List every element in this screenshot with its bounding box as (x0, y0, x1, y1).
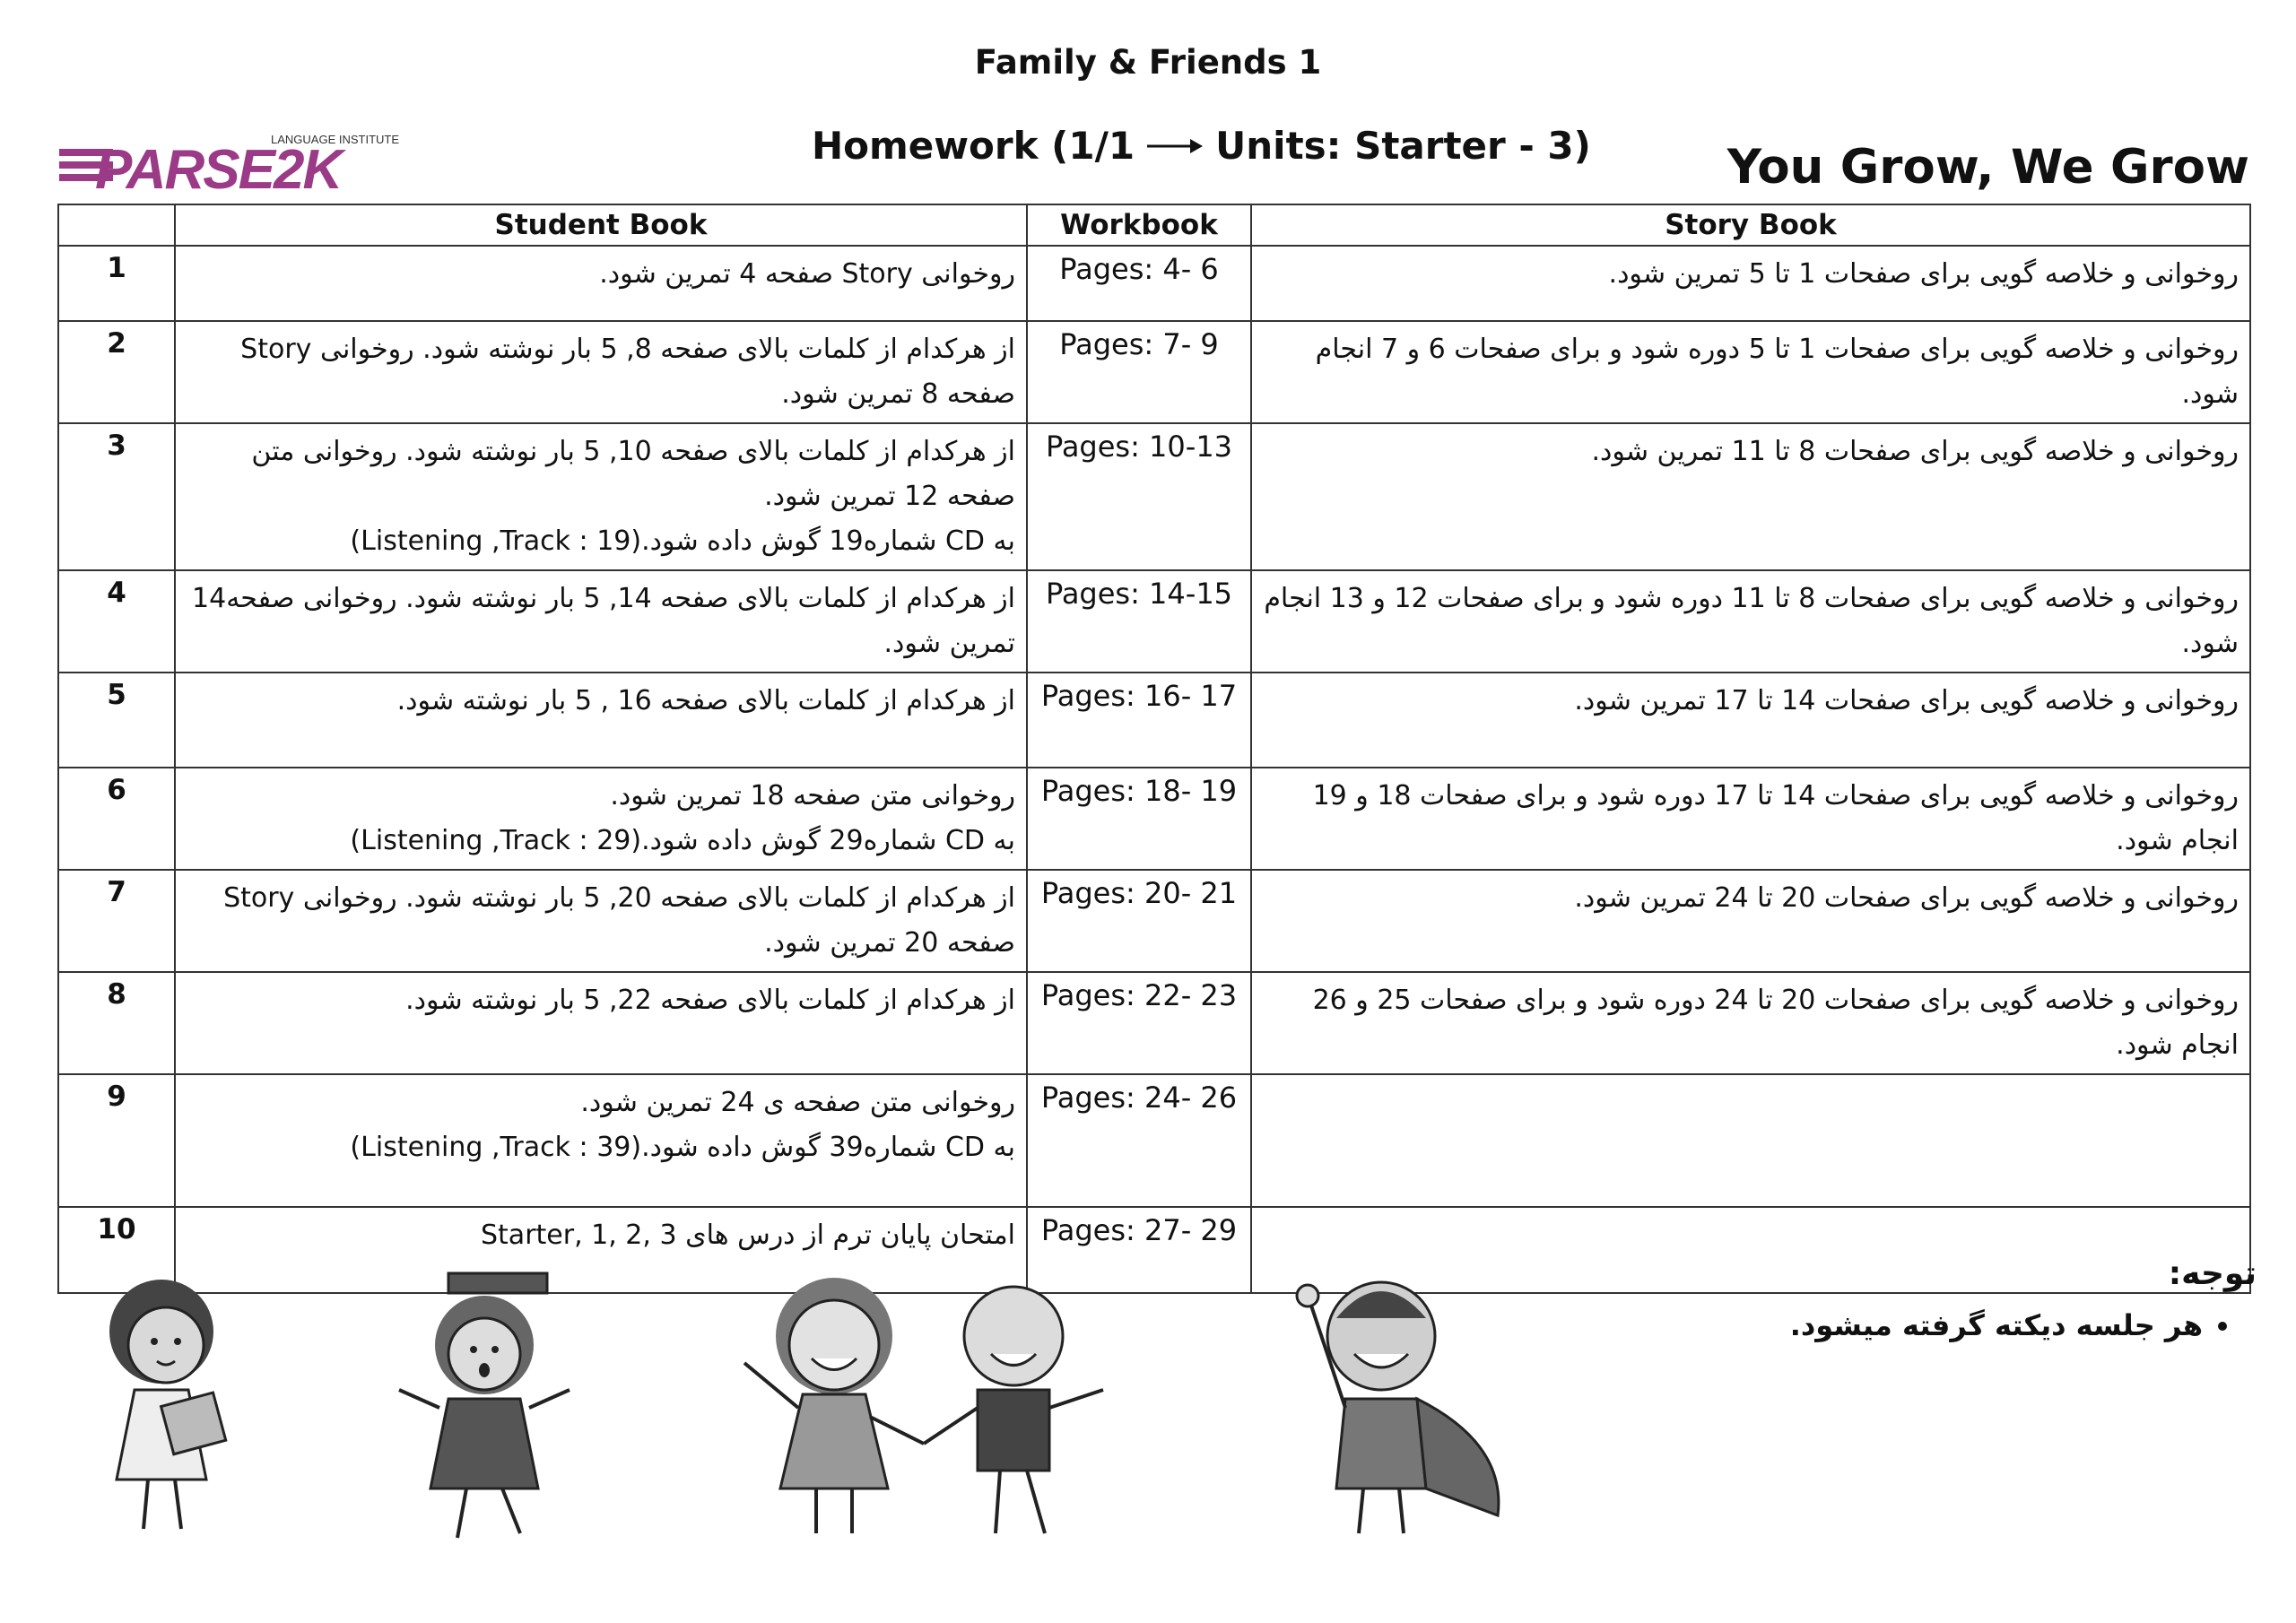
student-book-line: روخوانی متن صفحه ی 24 تمرین شود. (580, 1087, 1015, 1118)
student-book-line: از هرکدام از کلمات بالای صفحه 10, 5 بار نوشته شود. روخوانی متن صفحه 12 تمرین شود. (251, 436, 1015, 512)
header-story-book: Story Book (1251, 204, 2250, 246)
story-book-cell: روخوانی و خلاصه گویی برای صفحات 14 تا 17 تمرین شود. (1251, 673, 2250, 768)
header-workbook: Workbook (1027, 204, 1251, 246)
note-title: توجه: (2168, 1255, 2257, 1292)
student-book-cell (175, 570, 1027, 673)
row-number: 9 (58, 1074, 175, 1207)
workbook-pages: Pages: 27- 29 (1027, 1207, 1251, 1293)
student-book-cell (175, 423, 1027, 570)
row-number: 5 (58, 673, 175, 768)
student-book-line: از هرکدام از کلمات بالای صفحه 16 , 5 بار نوشته شود. (396, 685, 1015, 716)
table-row (58, 972, 2250, 1074)
story-book-cell: روخوانی و خلاصه گویی برای صفحات 1 تا 5 دوره شود و برای صفحات 6 و 7 انجام شود. (1251, 321, 2250, 423)
table-row (58, 321, 2250, 423)
row-number: 4 (58, 570, 175, 673)
student-book-cell (175, 673, 1027, 768)
note-item: • هر جلسه دیکته گرفته میشود. (1790, 1308, 2203, 1342)
workbook-pages: Pages: 10-13 (1027, 423, 1251, 570)
story-book-cell: روخوانی و خلاصه گویی برای صفحات 20 تا 24 تمرین شود. (1251, 870, 2250, 972)
story-book-cell: روخوانی و خلاصه گویی برای صفحات 14 تا 17 دوره شود و برای صفحات 18 و 19 انجام شود. (1251, 768, 2250, 870)
row-number: 3 (58, 423, 175, 570)
student-book-cell (175, 972, 1027, 1074)
student-book-line: روخوانی Story صفحه 4 تمرین شود. (599, 258, 1015, 290)
student-book-line: امتحان پایان ترم از درس های Starter, 1, 2, 3 (481, 1219, 1015, 1251)
student-book-line: از هرکدام از کلمات بالای صفحه 22, 5 بار نوشته شود. (405, 985, 1015, 1016)
student-book-line: به CD شماره19 گوش داده شود.(Listening ,Track : 19) (350, 525, 1015, 557)
table-row (58, 246, 2250, 321)
workbook-pages: Pages: 20- 21 (1027, 870, 1251, 972)
workbook-pages: Pages: 18- 19 (1027, 768, 1251, 870)
row-number: 10 (58, 1207, 175, 1293)
workbook-pages: Pages: 24- 26 (1027, 1074, 1251, 1207)
table-row (58, 423, 2250, 570)
subtitle-right: Units: Starter - 3) (1215, 124, 1591, 168)
table-row (58, 768, 2250, 870)
right-arrow-icon (1147, 143, 1203, 149)
student-book-cell (175, 246, 1027, 321)
story-book-cell: روخوانی و خلاصه گویی برای صفحات 8 تا 11 تمرین شود. (1251, 423, 2250, 570)
superhero-boy-illustration (1292, 1264, 1516, 1551)
two-kids-holding-hands-illustration (735, 1264, 1112, 1551)
story-book-cell: روخوانی و خلاصه گویی برای صفحات 20 تا 24 دوره شود و برای صفحات 25 و 26 انجام شود. (1251, 972, 2250, 1074)
slogan: You Grow, We Grow (1726, 140, 2249, 195)
table-header-row (58, 204, 2250, 246)
logo-subtext: LANGUAGE INSTITUTE (271, 133, 400, 146)
student-book-cell (175, 1074, 1027, 1207)
homework-table (57, 204, 2251, 1294)
table-row (58, 1074, 2250, 1207)
row-number: 6 (58, 768, 175, 870)
workbook-pages: Pages: 4- 6 (1027, 246, 1251, 321)
workbook-pages: Pages: 22- 23 (1027, 972, 1251, 1074)
student-book-cell (175, 321, 1027, 423)
student-book-line: روخوانی متن صفحه 18 تمرین شود. (610, 780, 1015, 812)
table-row (58, 870, 2250, 972)
student-book-line: از هرکدام از کلمات بالای صفحه 8, 5 بار نوشته شود. روخوانی Story صفحه 8 تمرین شود. (240, 334, 1015, 410)
note-section (1790, 1255, 2257, 1342)
student-book-line: به CD شماره39 گوش داده شود.(Listening ,Track : 39) (350, 1132, 1015, 1163)
story-book-cell: روخوانی و خلاصه گویی برای صفحات 1 تا 5 تمرین شود. (1251, 246, 2250, 321)
subtitle-left: Homework (1/1 (812, 124, 1135, 168)
workbook-pages: Pages: 14-15 (1027, 570, 1251, 673)
workbook-pages: Pages: 16- 17 (1027, 673, 1251, 768)
document-title: Family & Friends 1 (974, 43, 1322, 82)
story-book-cell (1251, 1074, 2250, 1207)
row-number: 8 (58, 972, 175, 1074)
header-student-book: Student Book (175, 204, 1027, 246)
graduate-girl-illustration (386, 1264, 583, 1551)
homework-subtitle (812, 124, 1591, 168)
table-row (58, 673, 2250, 768)
girl-reading-illustration (81, 1264, 242, 1542)
parse2k-logo (59, 131, 422, 195)
student-book-line: از هرکدام از کلمات بالای صفحه 14, 5 بار نوشته شود. روخوانی صفحه14 تمرین شود. (192, 583, 1015, 659)
student-book-cell (175, 870, 1027, 972)
row-number: 1 (58, 246, 175, 321)
header-num (58, 204, 175, 246)
logo-wordmark: PARSE2K (95, 139, 342, 195)
student-book-cell (175, 768, 1027, 870)
row-number: 2 (58, 321, 175, 423)
table-row (58, 570, 2250, 673)
student-book-line: از هرکدام از کلمات بالای صفحه 20, 5 بار نوشته شود. روخوانی Story صفحه 20 تمرین شود. (223, 882, 1015, 959)
workbook-pages: Pages: 7- 9 (1027, 321, 1251, 423)
row-number: 7 (58, 870, 175, 972)
student-book-line: به CD شماره29 گوش داده شود.(Listening ,Track : 29) (350, 825, 1015, 856)
story-book-cell: روخوانی و خلاصه گویی برای صفحات 8 تا 11 دوره شود و برای صفحات 12 و 13 انجام شود. (1251, 570, 2250, 673)
